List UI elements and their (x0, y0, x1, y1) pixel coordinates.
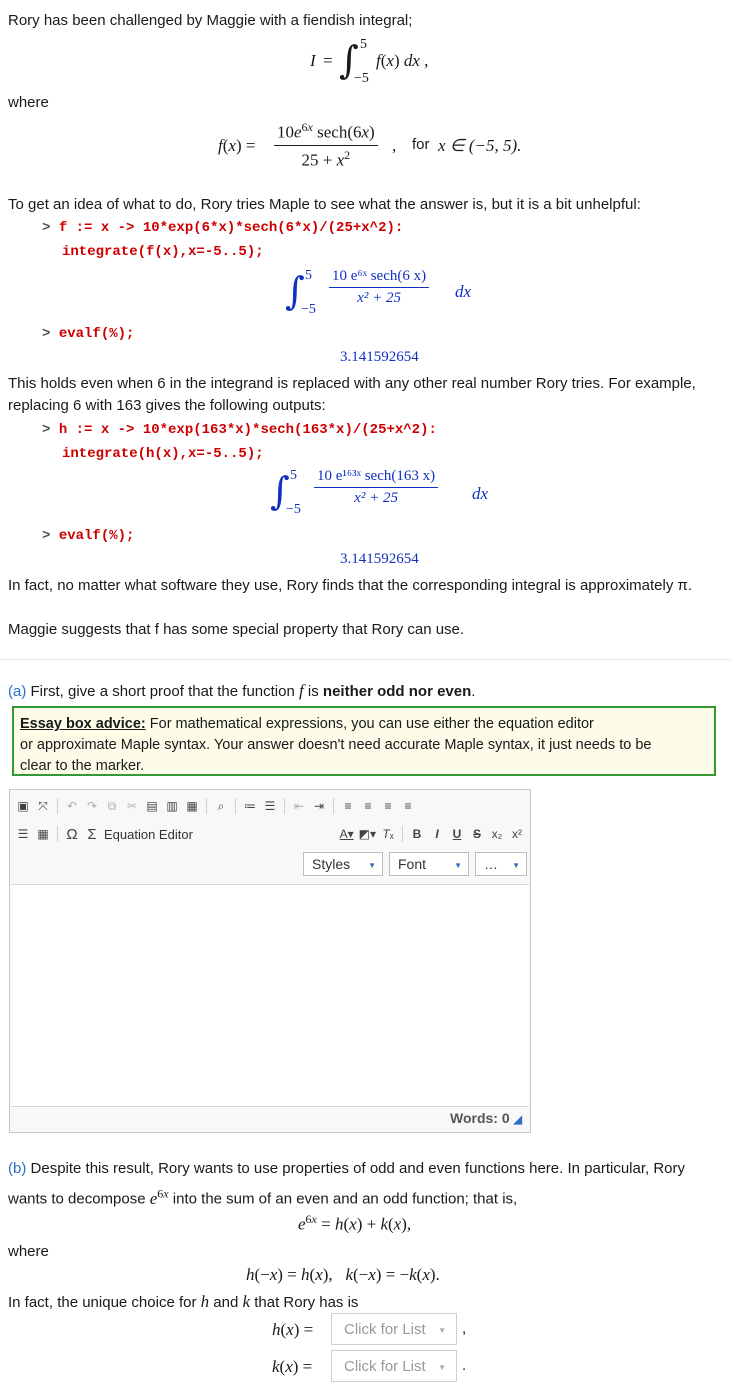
section-divider (0, 659, 730, 660)
remove-format-icon[interactable]: T ₓ (382, 827, 394, 841)
superscript-icon[interactable]: x² (512, 827, 522, 841)
chevron-down-icon: ▼ (438, 1326, 446, 1335)
essay-text-area[interactable] (11, 884, 529, 1107)
maple-intro-text: To get an idea of what to do, Rory tries Maple to see what the answer is, but it is a bit unhelpful: (8, 196, 641, 213)
part-a-prompt: (a) First, give a short proof that the function f is neither odd nor even. (8, 681, 476, 700)
integral-definition: I = ∫ 5 −5 f(x) dx , (310, 37, 429, 86)
f-definition: f(x) = $10e^{6x}$ sech(6x) $25 + x^2$ , for x ∈ (−5, 5). (218, 120, 522, 170)
maple-cmd-1: > f := x -> 10*exp(6*x)*sech(6*x)/(25+x^2): (42, 220, 404, 236)
table-icon[interactable]: ▦ (37, 827, 49, 841)
maple-output-integral-2: ∫ 5 −5 10 e¹⁶³ˣ sech(163 x) x² + 25 dx (270, 468, 489, 517)
undo-icon[interactable]: ↶ (66, 799, 78, 813)
align-justify-icon[interactable]: ≡ (404, 799, 412, 813)
where-label-1: where (8, 94, 49, 111)
k-answer-label: k(x) = (272, 1357, 313, 1376)
styles-combo[interactable]: Styles ▼ (303, 852, 383, 876)
part-b-line-2: wants to decompose $e^{6x}$ into the sum of an even and an odd function; that is, (8, 1186, 518, 1208)
maple-cmd-2: > evalf(%); (42, 326, 135, 342)
sigma-equation-icon[interactable]: Σ (87, 825, 97, 843)
holds-text-2: replacing 6 with 163 gives the following outputs: (8, 397, 326, 414)
editor-toolbar-row-2 (10, 822, 526, 846)
strikethrough-icon[interactable]: S (472, 827, 481, 841)
horizontal-line-icon[interactable]: ☰ (17, 827, 29, 841)
editor-toolbar-row-1 (10, 794, 417, 818)
indent-icon[interactable]: ⇥ (313, 799, 325, 813)
chevron-down-icon: ▼ (438, 1363, 446, 1372)
underline-icon[interactable]: U (452, 827, 462, 841)
align-center-icon[interactable]: ≡ (364, 799, 372, 813)
paste-text-icon[interactable]: ▥ (166, 799, 178, 813)
find-icon[interactable]: ⌕ (217, 798, 225, 813)
decomposition-equation: $e^{6x} = h(x) + k(x)$, (298, 1212, 412, 1234)
cut-icon[interactable]: ✂ (126, 799, 138, 813)
subscript-icon[interactable]: x₂ (491, 827, 503, 841)
h-answer-dropdown[interactable]: Click for List ▼ (331, 1313, 457, 1345)
maple-result-2: 3.141592654 (340, 551, 419, 567)
more-combo[interactable]: … ▼ (475, 852, 527, 876)
maple-cmd-3: > h := x -> 10*exp(163*x)*sech(163*x)/(25+x^2): (42, 422, 437, 438)
word-count: Words: 0 ◢ (450, 1110, 522, 1126)
parity-conditions: h(−x) = h(x), k(−x) = −k(x). (246, 1265, 440, 1284)
maple-result-1: 3.141592654 (340, 349, 419, 365)
where-label-2: where (8, 1243, 49, 1260)
paste-word-icon[interactable]: ▦ (186, 799, 198, 813)
unique-choice-text: In fact, the unique choice for h and k that Rory has is (8, 1292, 359, 1311)
maple-output-integral-1: ∫ 5 −5 10 e⁶ˣ sech(6 x) x² + 25 dx (285, 268, 472, 317)
numbered-list-icon[interactable]: ≔ (244, 799, 256, 813)
equation-editor-button[interactable]: Equation Editor (104, 826, 193, 842)
font-combo[interactable]: Font ▼ (389, 852, 469, 876)
bulleted-list-icon[interactable]: ☰ (264, 799, 276, 813)
align-right-icon[interactable]: ≡ (384, 799, 392, 813)
paste-icon[interactable]: ▤ (146, 799, 158, 813)
chevron-down-icon: ▼ (454, 861, 462, 870)
maple-cmd-3b: integrate(h(x),x=-5..5); (62, 446, 264, 462)
copy-icon[interactable]: ⧉ (107, 798, 117, 813)
bg-color-icon[interactable]: ◩▾ (358, 827, 376, 841)
in-fact-text: In fact, no matter what software they use, Rory finds that the corresponding integral is approximately π. (8, 577, 693, 594)
maple-cmd-1b: integrate(f(x),x=-5..5); (62, 244, 264, 260)
h-answer-label: h(x) = (272, 1320, 314, 1339)
outdent-icon[interactable]: ⇤ (293, 799, 305, 813)
k-answer-dropdown[interactable]: Click for List ▼ (331, 1350, 457, 1382)
maple-cmd-4: > evalf(%); (42, 528, 135, 544)
essay-advice-box: Essay box advice: For mathematical expressions, you can use either the equation editor or approximate Maple syntax. Your answer doesn't need accurate Maple syntax, it just needs to be clear to the marker. (12, 706, 716, 776)
italic-icon[interactable]: I (435, 827, 439, 841)
source-icon[interactable]: ▣ (17, 799, 29, 813)
maggie-text: Maggie suggests that f has some special property that Rory can use. (8, 621, 465, 638)
redo-icon[interactable]: ↷ (86, 799, 98, 813)
holds-text-1: This holds even when 6 in the integrand is replaced with any other real number Rory tries. For example, (8, 375, 696, 392)
maximize-icon[interactable]: ⤧ (38, 798, 48, 813)
essay-editor (9, 789, 531, 1133)
text-color-icon[interactable]: A▾ (339, 827, 354, 841)
align-left-icon[interactable]: ≡ (344, 799, 352, 813)
h-answer-comma: , (462, 1320, 467, 1337)
omega-special-char-icon[interactable]: Ω (66, 825, 78, 843)
k-answer-period: . (462, 1357, 467, 1374)
part-b-line-1: (b) Despite this result, Rory wants to use properties of odd and even functions here. In particular, Rory (8, 1160, 686, 1177)
chevron-down-icon: ▼ (368, 861, 376, 870)
bold-icon[interactable]: B (412, 827, 422, 841)
intro-challenge: Rory has been challenged by Maggie with a fiendish integral; (8, 12, 413, 29)
advice-heading: Essay box advice: (20, 716, 146, 732)
resize-handle-icon[interactable]: ◢ (513, 1114, 522, 1126)
chevron-down-icon: ▼ (512, 861, 520, 870)
